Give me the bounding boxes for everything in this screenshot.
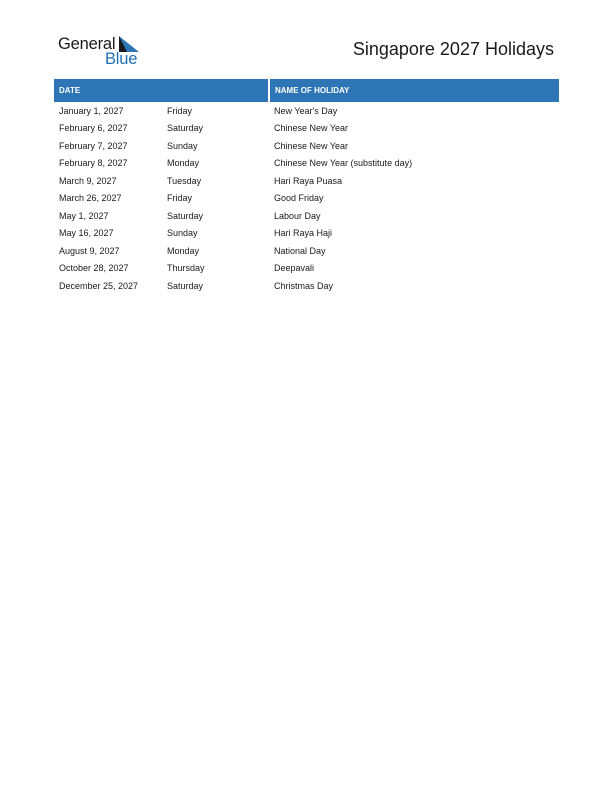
table-row: [54, 225, 559, 243]
holiday-date: January 1, 2027: [59, 105, 124, 116]
holiday-date: February 7, 2027: [59, 140, 128, 151]
holiday-name: Hari Raya Haji: [274, 228, 333, 239]
holiday-date: May 1, 2027: [59, 210, 109, 221]
logo-word-general: General: [58, 35, 116, 53]
page-title: Singapore 2027 Holidays: [352, 39, 554, 59]
holiday-date: December 25, 2027: [59, 280, 139, 291]
holiday-weekday: Thursday: [167, 263, 205, 274]
table-row: [54, 207, 559, 225]
holiday-name: Chinese New Year: [274, 123, 349, 134]
table-row: [54, 260, 559, 278]
logo-word-blue: Blue: [105, 50, 138, 68]
table-row: [54, 120, 559, 138]
holiday-weekday: Saturday: [167, 280, 204, 291]
holiday-weekday: Saturday: [167, 210, 204, 221]
holiday-date: March 26, 2027: [59, 193, 122, 204]
holiday-date: August 9, 2027: [59, 245, 120, 256]
holiday-weekday: Sunday: [167, 228, 198, 239]
table-row: [54, 155, 559, 173]
column-header-holiday: NAME OF HOLIDAY: [269, 79, 559, 102]
holiday-date: October 28, 2027: [59, 263, 129, 274]
table-row: [54, 190, 559, 208]
holiday-name: New Year's Day: [274, 105, 338, 116]
holiday-weekday: Monday: [167, 158, 200, 169]
holiday-weekday: Sunday: [167, 140, 198, 151]
holiday-name: Christmas Day: [274, 280, 334, 291]
holiday-weekday: Monday: [167, 245, 200, 256]
holiday-date: March 9, 2027: [59, 175, 117, 186]
holiday-date: February 6, 2027: [59, 123, 128, 134]
holiday-name: National Day: [274, 245, 326, 256]
holiday-name: Good Friday: [274, 193, 324, 204]
holiday-date: February 8, 2027: [59, 158, 128, 169]
holiday-weekday: Friday: [167, 105, 193, 116]
table-row: [54, 172, 559, 190]
table-header-row: [54, 79, 559, 102]
holiday-weekday: Friday: [167, 193, 193, 204]
holiday-name: Chinese New Year: [274, 140, 349, 151]
table-row: [54, 137, 559, 155]
table-row: [54, 242, 559, 260]
holiday-weekday: Tuesday: [167, 175, 202, 186]
holiday-name: Hari Raya Puasa: [274, 175, 343, 186]
holiday-name: Chinese New Year (substitute day): [274, 158, 413, 169]
table-row: [54, 277, 559, 295]
table-row: [54, 102, 559, 120]
holiday-table: [54, 79, 559, 295]
brand-logo: [58, 34, 148, 70]
column-header-date: DATE: [54, 79, 269, 102]
holiday-name: Labour Day: [274, 210, 321, 221]
table-body: [54, 102, 559, 295]
holiday-date: May 16, 2027: [59, 228, 114, 239]
holiday-weekday: Saturday: [167, 123, 204, 134]
holiday-name: Deepavali: [274, 263, 315, 274]
